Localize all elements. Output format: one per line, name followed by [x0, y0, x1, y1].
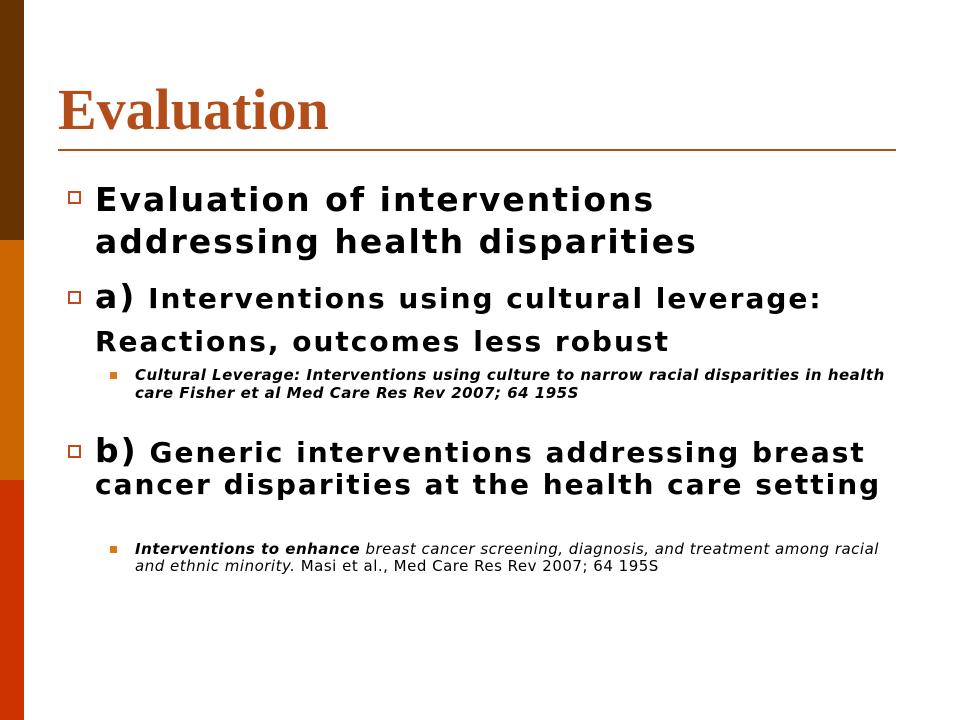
bullet-3-line-1 — [95, 431, 866, 470]
sub-bullet-2-line-1-rest: breast cancer screening, diagnosis, and treatment among racial — [360, 540, 879, 558]
hollow-square-bullet-icon — [68, 445, 81, 458]
sub-bullet-2-line-1 — [135, 542, 879, 557]
bullet-1-line-1: Evaluation of interventions — [95, 180, 656, 219]
hollow-square-bullet-icon — [68, 191, 81, 204]
sub-bullet-1-line-1: Cultural Leverage: Interventions using culture to narrow racial disparities in health — [135, 366, 885, 384]
accent-bar-top — [0, 0, 24, 240]
accent-bar-bottom — [0, 480, 24, 720]
bullet-3-marker: b) — [95, 431, 138, 470]
bullet-1-line-2: addressing health disparities — [95, 222, 698, 261]
bullet-2-line-1 — [95, 277, 823, 316]
filled-square-bullet-icon — [110, 546, 117, 553]
sub-bullet-1-line-2: care Fisher et al Med Care Res Rev 2007; 64 195S — [135, 384, 579, 402]
bullet-2-marker: a) — [95, 277, 137, 316]
sub-bullet-2-line-2 — [135, 559, 659, 574]
slide-title: Evaluation — [58, 77, 329, 142]
title-divider — [58, 149, 896, 151]
sub-bullet-2-italic: and ethnic minority. — [135, 557, 296, 575]
sub-bullet-2-emphasis: Interventions to enhance — [135, 540, 361, 558]
bullet-3-line-2: cancer disparities at the health care setting — [95, 468, 882, 501]
hollow-square-bullet-icon — [68, 291, 81, 304]
bullet-2-line-2: Reactions, outcomes less robust — [95, 325, 670, 358]
bullet-2-line-1-text: Interventions using cultural leverage: — [136, 282, 823, 315]
bullet-3-line-1-text: Generic interventions addressing breast — [137, 436, 866, 469]
filled-square-bullet-icon — [110, 372, 117, 379]
sub-bullet-2-citation: Masi et al., Med Care Res Rev 2007; 64 195S — [295, 557, 659, 575]
accent-bar-middle — [0, 240, 24, 480]
